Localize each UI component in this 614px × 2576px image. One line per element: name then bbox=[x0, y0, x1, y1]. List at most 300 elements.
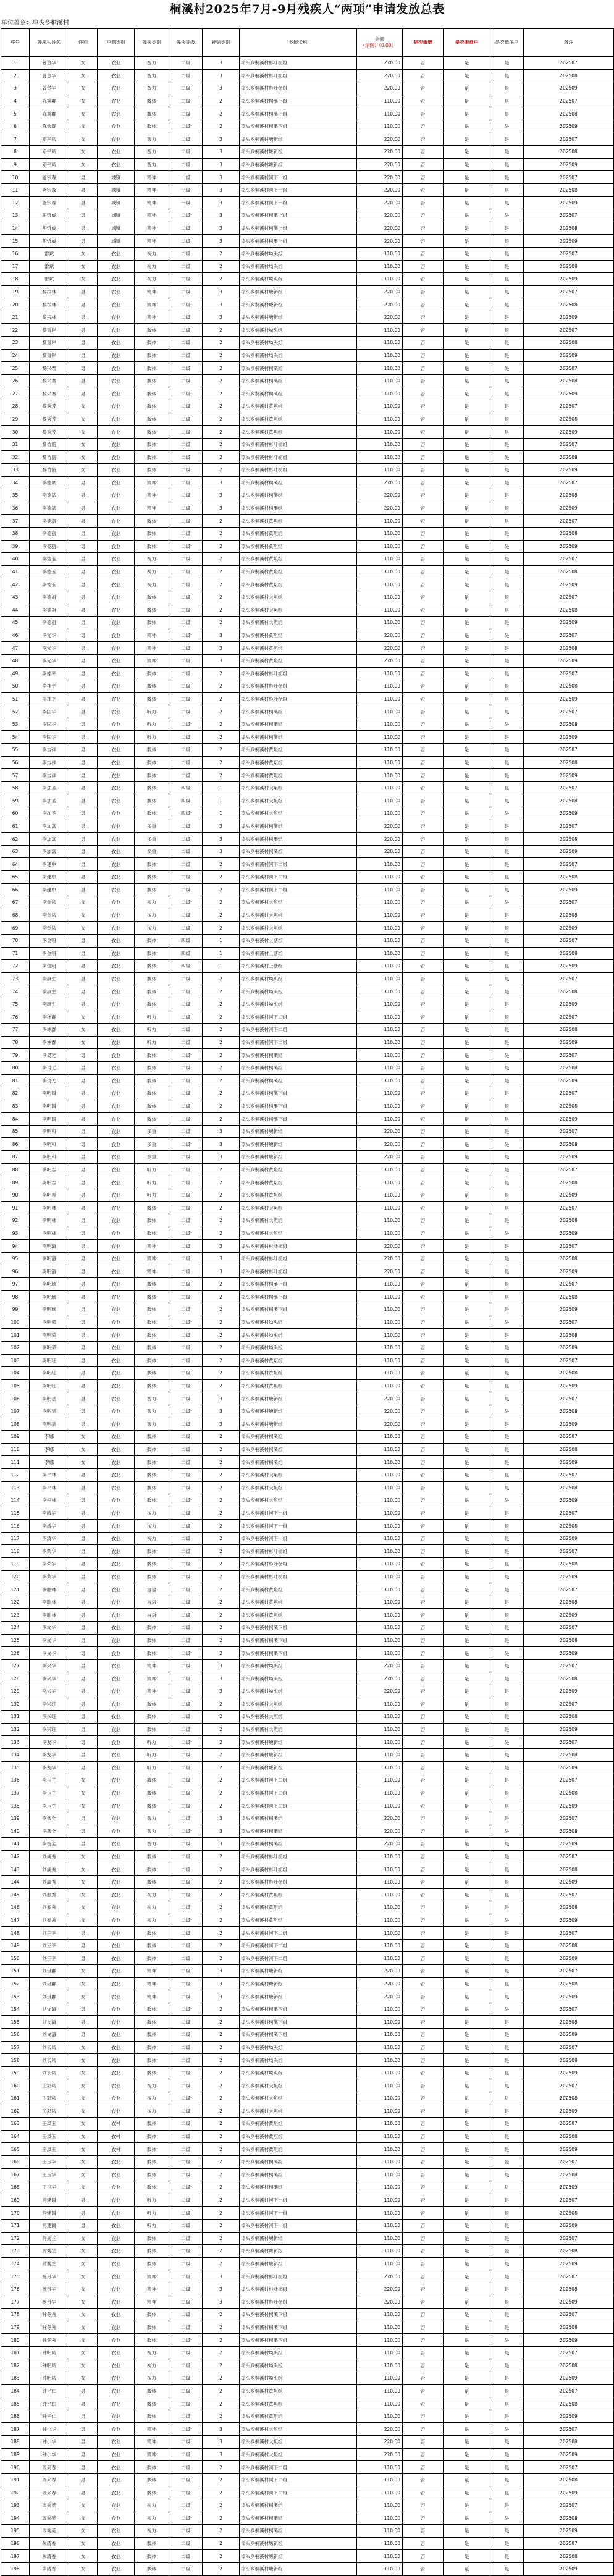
table-row bbox=[1, 1278, 614, 1291]
cell-remark: 202507 bbox=[524, 1354, 614, 1367]
cell-poor-flag: 是 bbox=[444, 565, 490, 578]
table-row bbox=[1, 2207, 614, 2220]
cell-name: 肖秀兰 bbox=[30, 2257, 69, 2270]
table-row bbox=[1, 1711, 614, 1724]
cell-disability-level: 二级 bbox=[169, 922, 203, 935]
cell-name: 李国华 bbox=[30, 731, 69, 744]
cell-new-flag: 否 bbox=[403, 731, 444, 744]
cell-seq: 75 bbox=[1, 998, 30, 1011]
cell-gender: 男 bbox=[69, 1711, 98, 1724]
cell-subsidy-type: 3 bbox=[203, 845, 240, 858]
cell-lowincome-flag: 是 bbox=[490, 629, 524, 642]
cell-address: 埠头乡桐溪村黄坦组 bbox=[240, 2410, 357, 2423]
cell-disability-level: 二级 bbox=[169, 2309, 203, 2321]
cell-disability-type: 肢体 bbox=[135, 2130, 169, 2143]
cell-gender: 女 bbox=[69, 1863, 98, 1876]
cell-subsidy-type: 2 bbox=[203, 769, 240, 782]
cell-subsidy-type: 2 bbox=[203, 1227, 240, 1240]
cell-subsidy-type: 2 bbox=[203, 909, 240, 922]
cell-lowincome-flag: 是 bbox=[490, 2003, 524, 2016]
cell-hukou: 农业 bbox=[98, 2257, 135, 2270]
cell-poor-flag: 是 bbox=[444, 464, 490, 477]
cell-remark: 202509 bbox=[524, 1227, 614, 1240]
cell-lowincome-flag: 是 bbox=[490, 1481, 524, 1494]
cell-poor-flag: 是 bbox=[444, 438, 490, 451]
cell-remark: 202509 bbox=[524, 2296, 614, 2309]
cell-disability-type: 视力 bbox=[135, 1532, 169, 1545]
cell-disability-level: 二级 bbox=[169, 464, 203, 477]
cell-gender: 女 bbox=[69, 2143, 98, 2156]
cell-address: 埠头乡桐溪村桐溪组 bbox=[240, 476, 357, 489]
table-row bbox=[1, 718, 614, 731]
cell-address: 埠头乡桐溪村黄坦组 bbox=[240, 769, 357, 782]
cell-lowincome-flag: 是 bbox=[490, 285, 524, 298]
cell-seq: 108 bbox=[1, 1418, 30, 1431]
cell-disability-type: 精神 bbox=[135, 2436, 169, 2449]
cell-remark: 202508 bbox=[524, 680, 614, 693]
cell-subsidy-type: 2 bbox=[203, 858, 240, 871]
cell-hukou: 农业 bbox=[98, 1303, 135, 1316]
table-row bbox=[1, 1214, 614, 1227]
cell-lowincome-flag: 是 bbox=[490, 82, 524, 95]
cell-seq: 116 bbox=[1, 1520, 30, 1533]
cell-poor-flag: 是 bbox=[444, 909, 490, 922]
cell-seq: 171 bbox=[1, 2219, 30, 2232]
cell-disability-type: 肢体 bbox=[135, 2181, 169, 2194]
cell-name: 李明旺 bbox=[30, 1354, 69, 1367]
cell-new-flag: 否 bbox=[403, 1799, 444, 1812]
table-row bbox=[1, 1431, 614, 1444]
cell-subsidy-type: 2 bbox=[203, 718, 240, 731]
table-row bbox=[1, 1787, 614, 1799]
cell-seq: 190 bbox=[1, 2461, 30, 2474]
cell-new-flag: 否 bbox=[403, 337, 444, 350]
cell-address: 埠头乡桐溪村坳头组 bbox=[240, 2066, 357, 2079]
cell-hukou: 农业 bbox=[98, 578, 135, 591]
cell-disability-level: 二级 bbox=[169, 667, 203, 680]
cell-hukou: 农业 bbox=[98, 2232, 135, 2245]
table-row bbox=[1, 833, 614, 846]
cell-hukou: 农业 bbox=[98, 1914, 135, 1927]
cell-amount: 110.00 bbox=[357, 1379, 403, 1392]
cell-poor-flag: 是 bbox=[444, 1290, 490, 1303]
cell-subsidy-type: 2 bbox=[203, 1100, 240, 1113]
cell-amount: 110.00 bbox=[357, 896, 403, 909]
cell-disability-level: 二级 bbox=[169, 1189, 203, 1202]
cell-amount: 110.00 bbox=[357, 1952, 403, 1965]
cell-subsidy-type: 2 bbox=[203, 324, 240, 337]
cell-subsidy-type: 3 bbox=[203, 489, 240, 502]
cell-seq: 59 bbox=[1, 794, 30, 807]
cell-gender: 男 bbox=[69, 1265, 98, 1278]
cell-seq: 17 bbox=[1, 260, 30, 273]
cell-disability-level: 二级 bbox=[169, 2473, 203, 2486]
cell-poor-flag: 是 bbox=[444, 324, 490, 337]
cell-lowincome-flag: 是 bbox=[490, 2232, 524, 2245]
cell-hukou: 农业 bbox=[98, 502, 135, 515]
cell-lowincome-flag: 是 bbox=[490, 1252, 524, 1265]
cell-remark: 202508 bbox=[524, 2207, 614, 2220]
table-row bbox=[1, 107, 614, 120]
cell-seq: 189 bbox=[1, 2448, 30, 2461]
cell-hukou: 农业 bbox=[98, 2423, 135, 2436]
cell-hukou: 农业 bbox=[98, 1520, 135, 1533]
cell-disability-type: 肢体 bbox=[135, 1367, 169, 1380]
cell-seq: 192 bbox=[1, 2486, 30, 2499]
cell-name: 黎兴君 bbox=[30, 387, 69, 400]
cell-gender: 女 bbox=[69, 2155, 98, 2168]
cell-name: 李明荣 bbox=[30, 1329, 69, 1342]
cell-seq: 107 bbox=[1, 1405, 30, 1418]
cell-new-flag: 否 bbox=[403, 146, 444, 159]
cell-disability-level: 二级 bbox=[169, 311, 203, 324]
cell-amount: 110.00 bbox=[357, 451, 403, 464]
cell-disability-level: 二级 bbox=[169, 2562, 203, 2575]
cell-disability-level: 二级 bbox=[169, 2270, 203, 2283]
cell-remark: 202509 bbox=[524, 1074, 614, 1087]
cell-lowincome-flag: 是 bbox=[490, 196, 524, 209]
cell-gender: 男 bbox=[69, 476, 98, 489]
cell-remark: 202508 bbox=[524, 2092, 614, 2105]
cell-disability-type: 听力 bbox=[135, 731, 169, 744]
cell-poor-flag: 是 bbox=[444, 476, 490, 489]
cell-gender: 男 bbox=[69, 209, 98, 222]
cell-subsidy-type: 3 bbox=[203, 2296, 240, 2309]
cell-new-flag: 否 bbox=[403, 1061, 444, 1074]
cell-gender: 男 bbox=[69, 2410, 98, 2423]
cell-hukou: 农业 bbox=[98, 960, 135, 973]
cell-hukou: 农业 bbox=[98, 285, 135, 298]
cell-seq: 32 bbox=[1, 451, 30, 464]
cell-name: 胡忻威 bbox=[30, 209, 69, 222]
cell-remark: 202507 bbox=[524, 553, 614, 566]
cell-disability-level: 二级 bbox=[169, 871, 203, 884]
cell-amount: 110.00 bbox=[357, 2143, 403, 2156]
cell-new-flag: 否 bbox=[403, 2257, 444, 2270]
cell-name: 李德指 bbox=[30, 515, 69, 528]
cell-subsidy-type: 2 bbox=[203, 107, 240, 120]
cell-remark: 202507 bbox=[524, 1888, 614, 1901]
cell-amount: 110.00 bbox=[357, 1061, 403, 1074]
cell-new-flag: 否 bbox=[403, 1151, 444, 1164]
cell-subsidy-type: 2 bbox=[203, 2384, 240, 2397]
cell-subsidy-type: 2 bbox=[203, 1202, 240, 1214]
cell-remark: 202508 bbox=[524, 260, 614, 273]
cell-lowincome-flag: 是 bbox=[490, 1354, 524, 1367]
table-row bbox=[1, 820, 614, 833]
cell-remark: 202509 bbox=[524, 196, 614, 209]
cell-hukou: 农业 bbox=[98, 260, 135, 273]
cell-hukou: 农业 bbox=[98, 1379, 135, 1392]
cell-disability-level: 二级 bbox=[169, 82, 203, 95]
cell-name: 雷斌 bbox=[30, 260, 69, 273]
cell-disability-type: 肢体 bbox=[135, 2066, 169, 2079]
cell-seq: 175 bbox=[1, 2270, 30, 2283]
cell-disability-type: 精神 bbox=[135, 1990, 169, 2003]
cell-disability-type: 肢体 bbox=[135, 324, 169, 337]
cell-remark: 202507 bbox=[524, 2118, 614, 2131]
cell-new-flag: 否 bbox=[403, 794, 444, 807]
cell-disability-type: 言语 bbox=[135, 1609, 169, 1622]
cell-disability-level: 二级 bbox=[169, 2016, 203, 2029]
table-row bbox=[1, 235, 614, 248]
cell-new-flag: 否 bbox=[403, 222, 444, 235]
cell-new-flag: 否 bbox=[403, 1341, 444, 1354]
table-row bbox=[1, 476, 614, 489]
cell-hukou: 农业 bbox=[98, 413, 135, 426]
cell-gender: 男 bbox=[69, 1596, 98, 1609]
cell-remark: 202507 bbox=[524, 285, 614, 298]
cell-disability-level: 二级 bbox=[169, 1329, 203, 1342]
cell-subsidy-type: 2 bbox=[203, 871, 240, 884]
cell-name: 李平林 bbox=[30, 1494, 69, 1507]
cell-hukou: 农业 bbox=[98, 1609, 135, 1622]
cell-hukou: 农业 bbox=[98, 2219, 135, 2232]
cell-new-flag: 否 bbox=[403, 2066, 444, 2079]
cell-disability-level: 二级 bbox=[169, 553, 203, 566]
cell-amount: 110.00 bbox=[357, 2309, 403, 2321]
cell-disability-type: 肢体 bbox=[135, 1061, 169, 1074]
cell-remark: 202507 bbox=[524, 362, 614, 375]
cell-poor-flag: 是 bbox=[444, 744, 490, 757]
cell-subsidy-type: 2 bbox=[203, 2130, 240, 2143]
cell-poor-flag: 是 bbox=[444, 1011, 490, 1024]
cell-lowincome-flag: 是 bbox=[490, 1189, 524, 1202]
cell-disability-type: 多重 bbox=[135, 1138, 169, 1151]
cell-disability-level: 二级 bbox=[169, 1481, 203, 1494]
cell-poor-flag: 是 bbox=[444, 2473, 490, 2486]
cell-seq: 3 bbox=[1, 82, 30, 95]
cell-poor-flag: 是 bbox=[444, 1761, 490, 1774]
cell-remark: 202508 bbox=[524, 1252, 614, 1265]
cell-address: 埠头乡桐溪村塘新组 bbox=[240, 1125, 357, 1138]
cell-seq: 180 bbox=[1, 2334, 30, 2347]
cell-amount: 110.00 bbox=[357, 247, 403, 260]
table-row bbox=[1, 1163, 614, 1176]
cell-name: 刘成秀 bbox=[30, 1863, 69, 1876]
cell-seq: 9 bbox=[1, 158, 30, 171]
cell-address: 埠头乡桐溪村河下二组 bbox=[240, 1036, 357, 1049]
table-row bbox=[1, 781, 614, 794]
cell-hukou: 农业 bbox=[98, 2410, 135, 2423]
cell-poor-flag: 是 bbox=[444, 183, 490, 196]
cell-amount: 220.00 bbox=[357, 133, 403, 146]
cell-address: 埠头乡桐溪村坳头组 bbox=[240, 985, 357, 998]
table-row bbox=[1, 158, 614, 171]
cell-seq: 84 bbox=[1, 1113, 30, 1126]
cell-address: 埠头乡桐溪村桐溪组 bbox=[240, 1431, 357, 1444]
cell-poor-flag: 是 bbox=[444, 934, 490, 947]
cell-disability-type: 听力 bbox=[135, 1011, 169, 1024]
cell-subsidy-type: 2 bbox=[203, 1431, 240, 1444]
header-disability-type: 残疾类别 bbox=[135, 29, 169, 57]
cell-name: 刘文清 bbox=[30, 2029, 69, 2042]
cell-new-flag: 否 bbox=[403, 2270, 444, 2283]
cell-lowincome-flag: 是 bbox=[490, 2194, 524, 2207]
header-amount-label: 金额 bbox=[375, 36, 384, 42]
cell-address: 埠头乡桐溪村大坦组 bbox=[240, 781, 357, 794]
table-row bbox=[1, 2436, 614, 2449]
cell-lowincome-flag: 是 bbox=[490, 1596, 524, 1609]
cell-poor-flag: 是 bbox=[444, 1990, 490, 2003]
cell-gender: 男 bbox=[69, 1812, 98, 1825]
cell-seq: 162 bbox=[1, 2105, 30, 2118]
cell-disability-level: 二级 bbox=[169, 718, 203, 731]
cell-name: 李德玉 bbox=[30, 578, 69, 591]
cell-remark: 202509 bbox=[524, 1875, 614, 1888]
cell-disability-type: 肢体 bbox=[135, 1303, 169, 1316]
cell-name: 李智全 bbox=[30, 1825, 69, 1838]
cell-lowincome-flag: 是 bbox=[490, 2410, 524, 2423]
cell-address: 埠头乡桐溪村黄坦组 bbox=[240, 1596, 357, 1609]
cell-new-flag: 否 bbox=[403, 515, 444, 528]
cell-gender: 男 bbox=[69, 1494, 98, 1507]
cell-disability-level: 二级 bbox=[169, 1100, 203, 1113]
cell-new-flag: 否 bbox=[403, 705, 444, 718]
cell-amount: 110.00 bbox=[357, 2384, 403, 2397]
cell-address: 埠头乡桐溪村杉叶枥组 bbox=[240, 1558, 357, 1571]
cell-subsidy-type: 2 bbox=[203, 2397, 240, 2410]
cell-seq: 198 bbox=[1, 2562, 30, 2575]
cell-subsidy-type: 1 bbox=[203, 960, 240, 973]
cell-subsidy-type: 3 bbox=[203, 1659, 240, 1672]
table-row bbox=[1, 960, 614, 973]
table-row bbox=[1, 1011, 614, 1024]
cell-address: 埠头乡桐溪村塘新组 bbox=[240, 158, 357, 171]
cell-name: 李金明 bbox=[30, 934, 69, 947]
cell-hukou: 农业 bbox=[98, 1265, 135, 1278]
cell-name: 肖秀兰 bbox=[30, 2232, 69, 2245]
cell-hukou: 农业 bbox=[98, 324, 135, 337]
cell-poor-flag: 是 bbox=[444, 883, 490, 896]
table-row bbox=[1, 133, 614, 146]
cell-disability-type: 肢体 bbox=[135, 985, 169, 998]
cell-poor-flag: 是 bbox=[444, 1176, 490, 1189]
cell-hukou: 农业 bbox=[98, 934, 135, 947]
cell-gender: 男 bbox=[69, 985, 98, 998]
cell-lowincome-flag: 是 bbox=[490, 2525, 524, 2538]
cell-address: 埠头乡桐溪村桐溪组 bbox=[240, 502, 357, 515]
cell-subsidy-type: 2 bbox=[203, 2321, 240, 2334]
cell-disability-type: 听力 bbox=[135, 705, 169, 718]
cell-seq: 87 bbox=[1, 1151, 30, 1164]
cell-gender: 男 bbox=[69, 1214, 98, 1227]
cell-remark: 202507 bbox=[524, 1850, 614, 1863]
cell-lowincome-flag: 是 bbox=[490, 1659, 524, 1672]
cell-poor-flag: 是 bbox=[444, 2143, 490, 2156]
cell-seq: 39 bbox=[1, 540, 30, 553]
cell-remark: 202509 bbox=[524, 387, 614, 400]
cell-poor-flag: 是 bbox=[444, 858, 490, 871]
table-row bbox=[1, 756, 614, 769]
cell-remark: 202509 bbox=[524, 426, 614, 439]
cell-remark: 202508 bbox=[524, 1634, 614, 1647]
cell-gender: 男 bbox=[69, 833, 98, 846]
cell-disability-level: 二级 bbox=[169, 1787, 203, 1799]
cell-amount: 110.00 bbox=[357, 1494, 403, 1507]
cell-subsidy-type: 3 bbox=[203, 1265, 240, 1278]
cell-subsidy-type: 2 bbox=[203, 896, 240, 909]
cell-new-flag: 否 bbox=[403, 2155, 444, 2168]
table-row bbox=[1, 922, 614, 935]
cell-amount: 110.00 bbox=[357, 1303, 403, 1316]
cell-subsidy-type: 1 bbox=[203, 807, 240, 820]
cell-disability-level: 二级 bbox=[169, 2155, 203, 2168]
cell-subsidy-type: 2 bbox=[203, 1520, 240, 1533]
cell-poor-flag: 是 bbox=[444, 2448, 490, 2461]
cell-name: 李胜林 bbox=[30, 1596, 69, 1609]
cell-new-flag: 否 bbox=[403, 2473, 444, 2486]
cell-disability-type: 视力 bbox=[135, 273, 169, 286]
cell-gender: 女 bbox=[69, 464, 98, 477]
cell-disability-level: 二级 bbox=[169, 2041, 203, 2054]
cell-gender: 男 bbox=[69, 374, 98, 387]
cell-disability-level: 二级 bbox=[169, 324, 203, 337]
cell-subsidy-type: 2 bbox=[203, 1278, 240, 1291]
cell-disability-type: 视力 bbox=[135, 2512, 169, 2525]
cell-seq: 77 bbox=[1, 1024, 30, 1037]
cell-disability-level: 二级 bbox=[169, 158, 203, 171]
cell-disability-type: 肢体 bbox=[135, 1113, 169, 1126]
cell-amount: 110.00 bbox=[357, 1558, 403, 1571]
table-row bbox=[1, 1939, 614, 1952]
cell-disability-type: 精神 bbox=[135, 1265, 169, 1278]
cell-new-flag: 否 bbox=[403, 1634, 444, 1647]
cell-address: 埠头乡桐溪村坳头组 bbox=[240, 1672, 357, 1685]
cell-hukou: 农业 bbox=[98, 769, 135, 782]
table-row bbox=[1, 1405, 614, 1418]
cell-lowincome-flag: 是 bbox=[490, 1532, 524, 1545]
cell-poor-flag: 是 bbox=[444, 692, 490, 705]
cell-lowincome-flag: 是 bbox=[490, 1202, 524, 1214]
cell-subsidy-type: 2 bbox=[203, 2079, 240, 2092]
cell-remark: 202507 bbox=[524, 1583, 614, 1596]
table-row bbox=[1, 934, 614, 947]
cell-subsidy-type: 2 bbox=[203, 2029, 240, 2042]
cell-remark: 202507 bbox=[524, 1659, 614, 1672]
cell-poor-flag: 是 bbox=[444, 1087, 490, 1100]
table-row bbox=[1, 642, 614, 655]
cell-name: 李吉祥 bbox=[30, 756, 69, 769]
cell-lowincome-flag: 是 bbox=[490, 2550, 524, 2563]
cell-subsidy-type: 2 bbox=[203, 1914, 240, 1927]
cell-new-flag: 否 bbox=[403, 196, 444, 209]
cell-address: 埠头乡桐溪村杉叶枥组 bbox=[240, 82, 357, 95]
cell-gender: 女 bbox=[69, 146, 98, 159]
cell-remark: 202507 bbox=[524, 476, 614, 489]
cell-hukou: 农业 bbox=[98, 2105, 135, 2118]
cell-gender: 男 bbox=[69, 1736, 98, 1749]
cell-subsidy-type: 3 bbox=[203, 1812, 240, 1825]
cell-new-flag: 否 bbox=[403, 2346, 444, 2359]
cell-gender: 男 bbox=[69, 337, 98, 350]
cell-lowincome-flag: 是 bbox=[490, 1468, 524, 1481]
cell-remark: 202509 bbox=[524, 2066, 614, 2079]
cell-disability-type: 精神 bbox=[135, 235, 169, 248]
cell-address: 埠头乡桐溪村桐溪下组 bbox=[240, 1634, 357, 1647]
cell-amount: 110.00 bbox=[357, 362, 403, 375]
cell-gender: 男 bbox=[69, 2003, 98, 2016]
table-row bbox=[1, 69, 614, 82]
cell-subsidy-type: 2 bbox=[203, 1647, 240, 1660]
cell-lowincome-flag: 是 bbox=[490, 1952, 524, 1965]
cell-name: 李加富 bbox=[30, 820, 69, 833]
cell-address: 埠头乡桐溪村河下一组 bbox=[240, 183, 357, 196]
cell-disability-level: 二级 bbox=[169, 2143, 203, 2156]
table-row bbox=[1, 1545, 614, 1558]
table-row bbox=[1, 2397, 614, 2410]
cell-hukou: 农业 bbox=[98, 1698, 135, 1711]
